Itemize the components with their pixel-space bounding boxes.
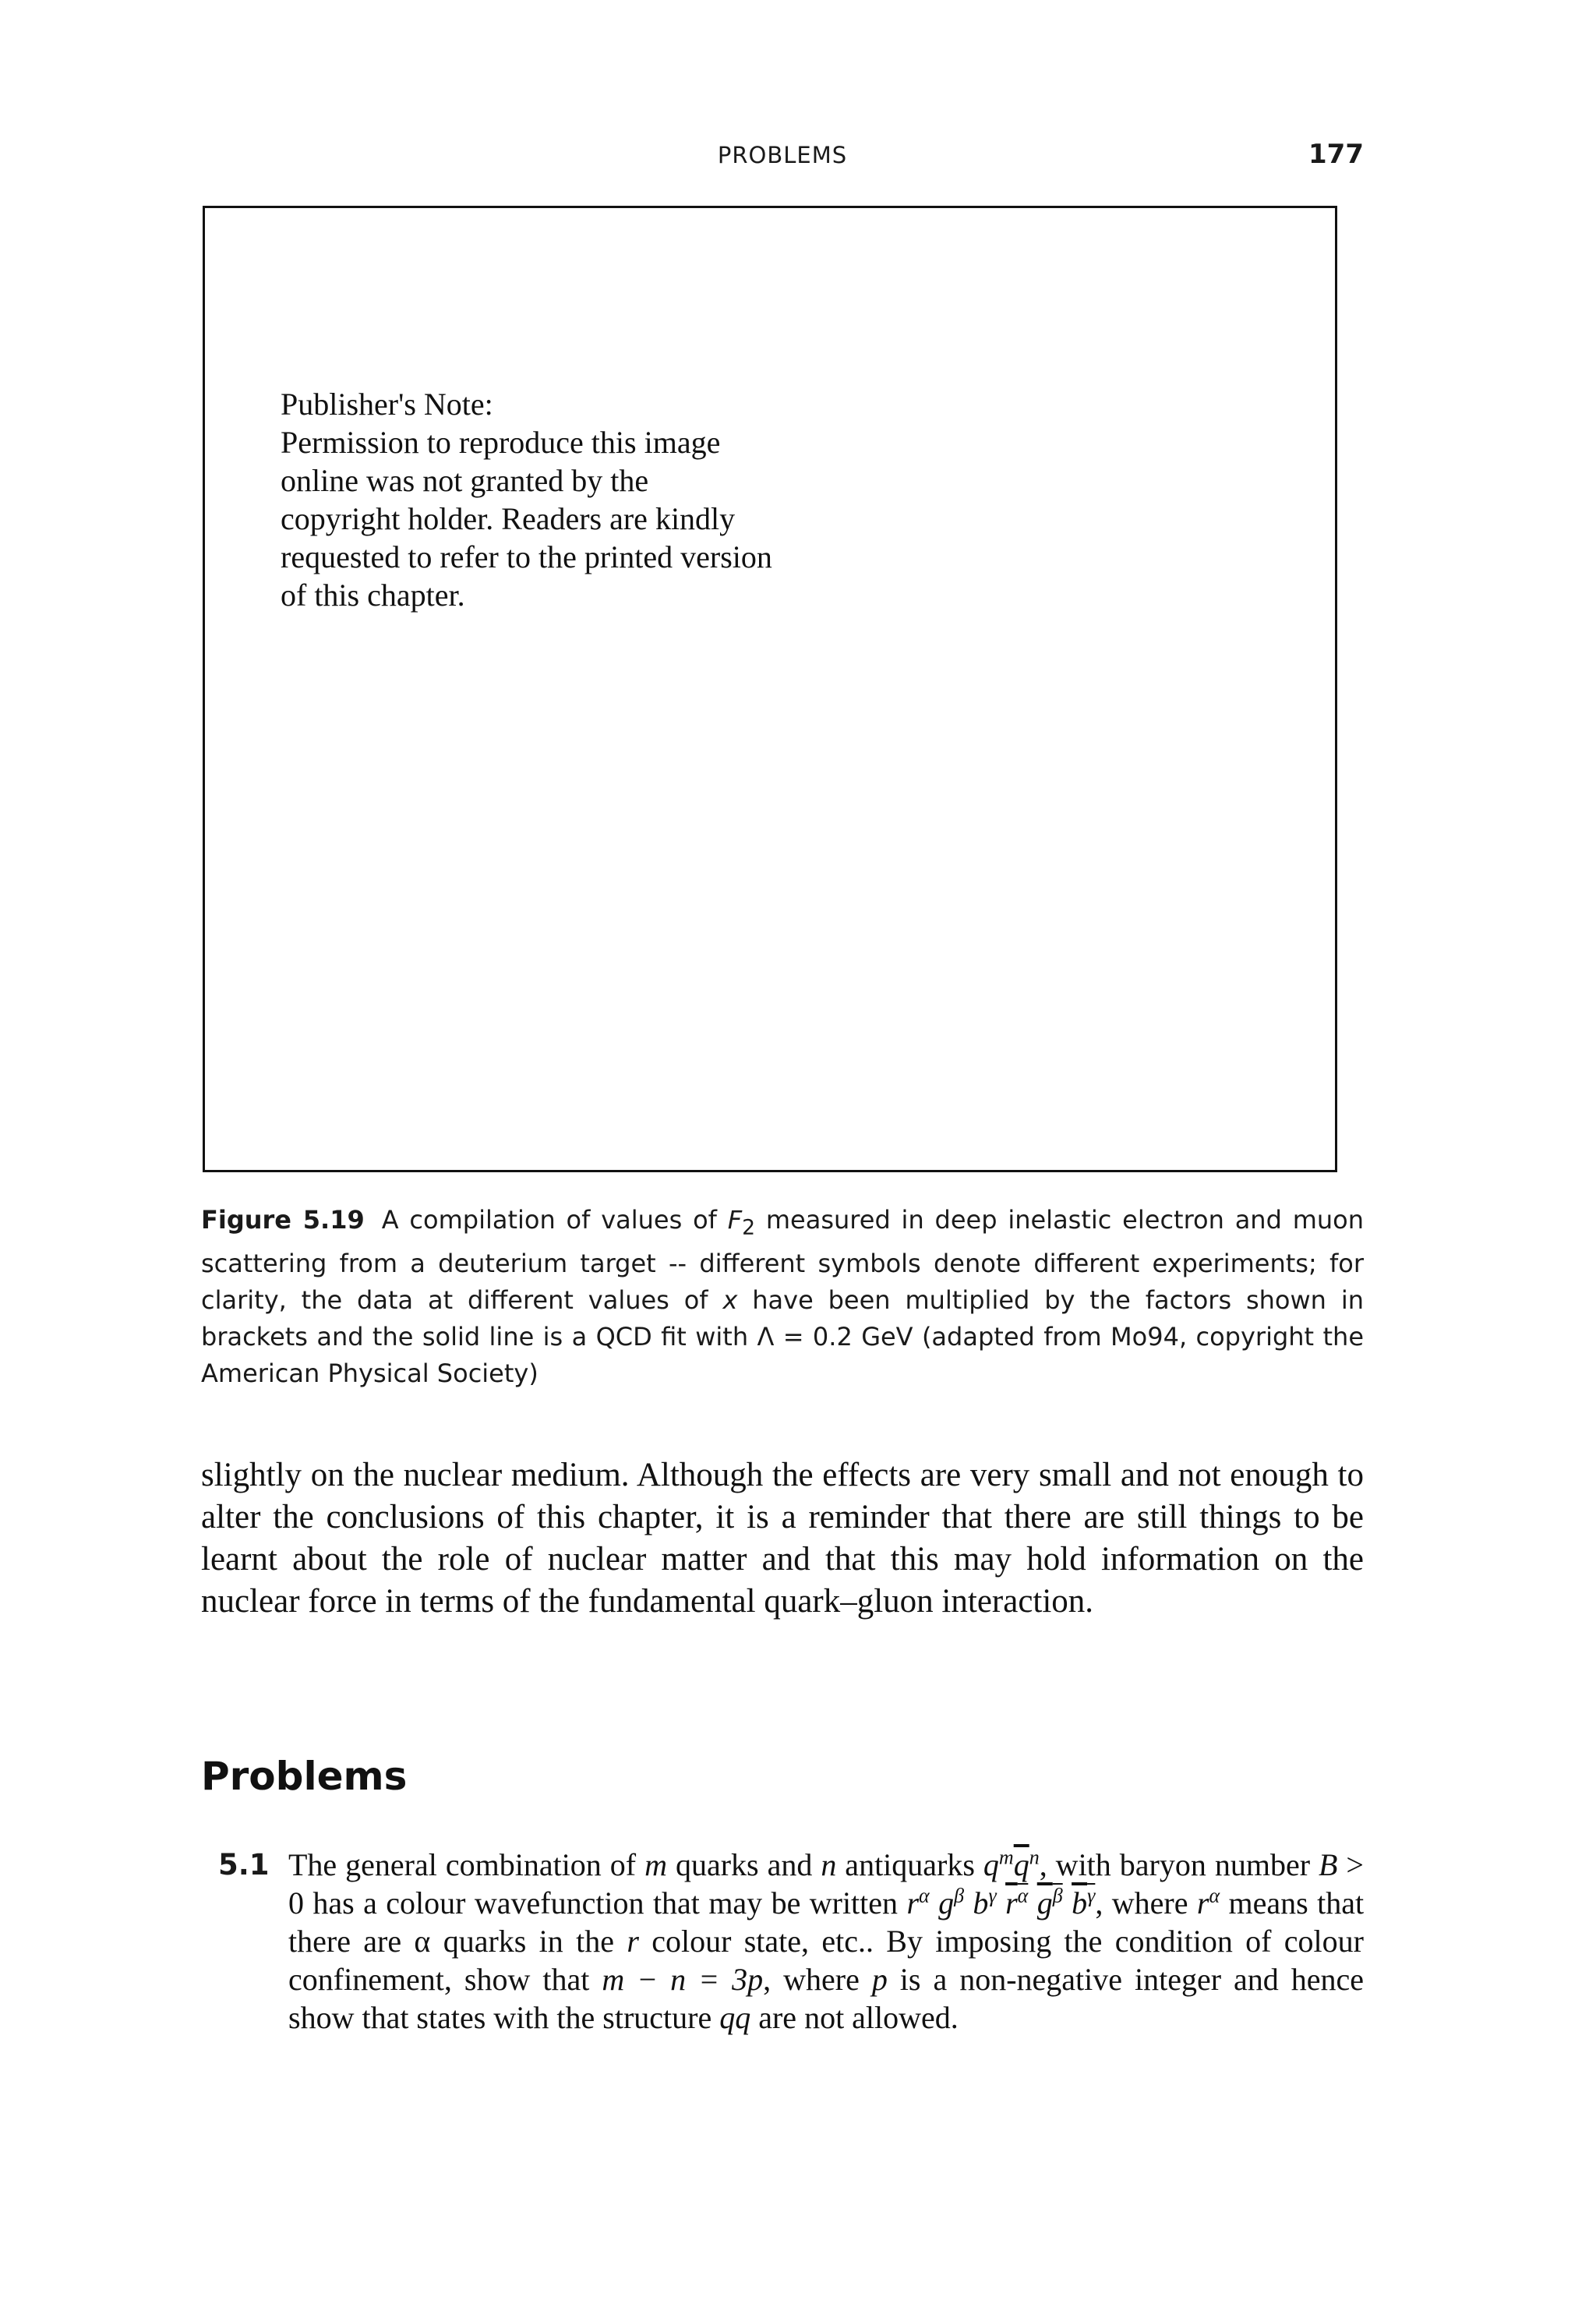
caption-text: A compilation of values of bbox=[381, 1205, 728, 1235]
colour-wavefunction-formula: $r^\alpha$ $g^\beta$ $b^\gamma$ $\overline{r}^{\overline{\alpha}}$ $\overline{g}^{\overline{\beta}}$ $\overline{b}^{\overline{\gamma}}$ bbox=[906, 1884, 1096, 1920]
caption-symbol-f: F bbox=[727, 1205, 743, 1235]
figure-placeholder-box bbox=[203, 206, 1337, 1172]
publisher-note-line: Permission to reproduce this image bbox=[281, 425, 721, 460]
figure-label: Figure 5.19 bbox=[201, 1205, 365, 1235]
publisher-note-line: of this chapter. bbox=[281, 578, 465, 613]
running-head bbox=[201, 139, 1364, 173]
running-title: PROBLEMS bbox=[717, 142, 848, 168]
page-number: 177 bbox=[1308, 139, 1364, 170]
caption-text: measured in deep inelastic electron and muon scattering from a deuterium target -- different symbols denote different experiments; for clarity, the data at different values of bbox=[201, 1205, 1364, 1316]
publisher-note-line: requested to refer to the printed version bbox=[281, 539, 772, 574]
figure-caption bbox=[201, 1202, 1364, 1392]
caption-text: have been multiplied by the factors shown in brackets and the solid line is a QCD fit with Λ = 0.2 GeV (adapted from Mo94, copyright the American Physical Society) bbox=[201, 1285, 1365, 1389]
caption-symbol-x: x bbox=[722, 1285, 738, 1316]
problem-text: The general combination of m quarks and n antiquarks $q^m\overline{q}^n$, with baryon number B > 0 has a colour wavefunction that may be written $r^\alpha$ $g^\beta$ $b^\gamma$ $\overline{r}^{\overline{\alpha}}$ $\overline{g}^{\overline{\beta}}$ $\overline{b}^{\overline{\gamma}}$, where $r^\alpha$ means that there are α quarks in the r colour state, etc.. By imposing the condition of colour confinement, show that m − n = 3p, where p is a non-negative integer and hence show that states with the structure qq are not allowed. bbox=[288, 1846, 1365, 2035]
body-paragraph: slightly on the nuclear medium. Although the effects are very small and not enough to alter the conclusions of this chapter, it is a reminder that there are still things to be learnt about the role of nuclear matter and that this may hold information on the nuclear force in terms of the fundamental quark–gluon interaction. bbox=[201, 1457, 1364, 1620]
publisher-note-line: Publisher's Note: bbox=[281, 387, 493, 422]
confinement-equation: m − n = 3p bbox=[602, 1962, 764, 1997]
problem-number: 5.1 bbox=[218, 1848, 270, 1882]
colour-state-symbol: $r^\alpha$ bbox=[1196, 1884, 1220, 1920]
publisher-note bbox=[281, 385, 772, 614]
publisher-note-line: copyright holder. Readers are kindly bbox=[281, 501, 736, 536]
caption-symbol-sub: 2 bbox=[742, 1215, 756, 1240]
quark-combination-formula: $q^m\overline{q}^n$ bbox=[983, 1846, 1040, 1882]
section-heading: Problems bbox=[201, 1754, 408, 1799]
publisher-note-line: online was not granted by the bbox=[281, 463, 649, 498]
